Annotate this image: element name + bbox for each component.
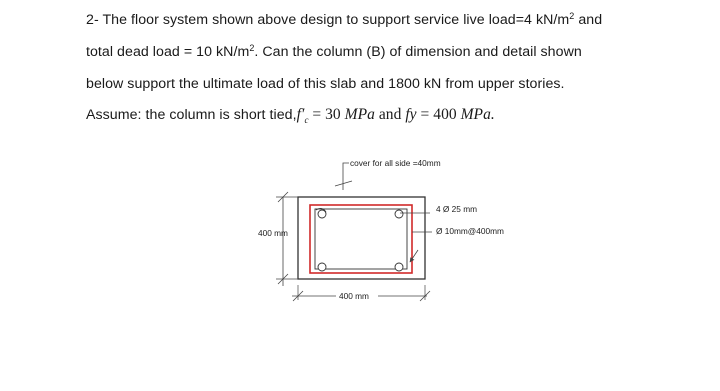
question-line-2-end: . Can the column (B) of dimension and detail shown xyxy=(254,44,582,60)
rebar-bottom-right xyxy=(395,263,403,271)
height-label: 400 mm xyxy=(258,228,288,238)
question-line-1-text: 2- The floor system shown above design to support service live load=4 kN/m xyxy=(86,12,570,28)
rebar-top-right xyxy=(395,210,403,218)
cover-label: cover for all side =40mm xyxy=(350,158,441,168)
question-line-2-text: total dead load = 10 kN/m xyxy=(86,44,250,60)
rebar-top-left xyxy=(318,210,326,218)
ties-label: Ø 10mm@400mm xyxy=(436,226,504,236)
squared-superscript: 2 xyxy=(569,11,575,21)
cover-leader xyxy=(343,163,349,190)
squared-superscript: 2 xyxy=(249,43,255,53)
rebar-bottom-left xyxy=(318,263,326,271)
cover-tick xyxy=(335,181,352,186)
question-line-1-end: and xyxy=(574,12,603,28)
bars-label: 4 Ø 25 mm xyxy=(436,204,478,214)
question-line-3: below support the ultimate load of this slab and 1800 kN from upper stories. xyxy=(86,76,565,92)
assumption-prefix: Assume: the column is short tied, xyxy=(86,107,297,123)
fc-symbol: $f'_c = 30$ MPa and fy = 400 MPa. xyxy=(296,106,495,126)
width-label: 400 mm xyxy=(339,291,369,301)
